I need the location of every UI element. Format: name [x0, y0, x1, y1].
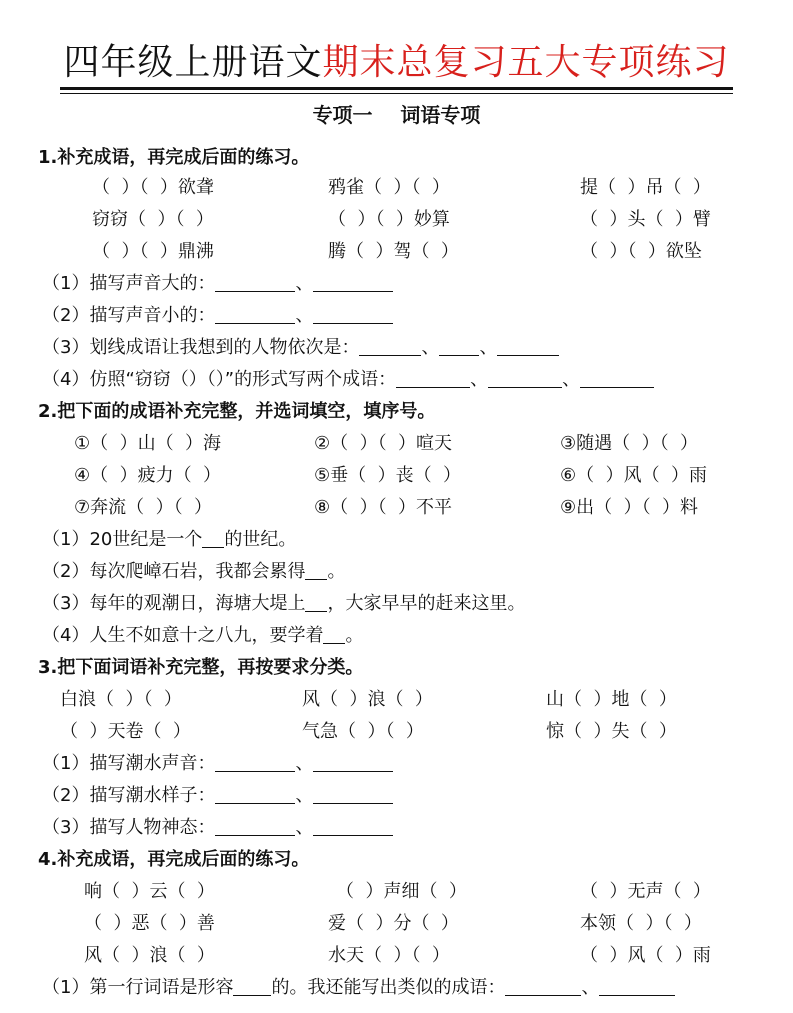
s1-q1-text: （1）描写声音大的：	[42, 273, 216, 294]
s1-idiom-1-2: 鸦雀（ ）（ ）	[328, 177, 450, 198]
answer-blank[interactable]	[313, 273, 393, 292]
s1-idiom-2-3: （ ）头（ ）臂	[580, 209, 711, 230]
answer-blank[interactable]	[215, 785, 295, 804]
s2-idiom-4: ④（ ）疲力（ ）	[74, 465, 222, 486]
s2-idiom-5: ⑤垂（ ）丧（ ）	[314, 465, 462, 486]
answer-blank[interactable]	[359, 337, 421, 356]
s2-idiom-3: ③随遇（ ）（ ）	[560, 433, 699, 454]
s2-q2-text-b: 。	[327, 561, 346, 582]
separator: 、	[581, 977, 600, 998]
s4-q1-text-a: （1）第一行词语是形容	[42, 977, 234, 998]
s2-q2-text-a: （2）每次爬嶂石岩，我都会累得	[42, 561, 306, 582]
answer-blank[interactable]	[313, 785, 393, 804]
s1-idiom-2-1: 窃窃（ ）（ ）	[92, 209, 214, 230]
s2-question-3	[42, 591, 525, 617]
answer-blank[interactable]	[215, 273, 295, 292]
s2-idiom-8: ⑧（ ）（ ）不平	[314, 497, 453, 518]
s3-word-1-1: 白浪（ ）（ ）	[60, 689, 182, 710]
title-black-part: 四年级上册语文	[63, 42, 323, 83]
answer-blank[interactable]	[505, 977, 581, 996]
separator: 、	[295, 785, 314, 806]
answer-blank[interactable]	[215, 305, 295, 324]
answer-blank[interactable]	[305, 593, 327, 612]
s4-question-1	[42, 975, 675, 1001]
s3-word-1-3: 山（ ）地（ ）	[546, 689, 677, 710]
s1-idiom-3-1: （ ）（ ）鼎沸	[92, 241, 214, 262]
separator: 、	[470, 369, 489, 390]
s4-idiom-3-1: 风（ ）浪（ ）	[84, 945, 215, 966]
answer-blank[interactable]	[580, 369, 654, 388]
s3-question-2	[42, 783, 393, 809]
s4-idiom-1-1: 响（ ）云（ ）	[84, 881, 215, 902]
title-rule-thick	[60, 87, 733, 90]
s1-q2-text: （2）描写声音小的：	[42, 305, 216, 326]
s3-q2-text: （2）描写潮水样子：	[42, 785, 216, 806]
answer-blank[interactable]	[215, 817, 295, 836]
s3-question-1	[42, 751, 393, 777]
s2-q3-text-b: ，大家早早的赶来这里。	[327, 593, 526, 614]
s1-idiom-3-2: 腾（ ）驾（ ）	[328, 241, 459, 262]
s4-idiom-3-3: （ ）风（ ）雨	[580, 945, 711, 966]
separator: 、	[479, 337, 498, 358]
separator: 、	[295, 305, 314, 326]
s4-idiom-2-1: （ ）恶（ ）善	[84, 913, 215, 934]
s2-question-1	[42, 527, 296, 553]
s2-question-4	[42, 623, 363, 649]
separator: 、	[295, 753, 314, 774]
answer-blank[interactable]	[439, 337, 479, 356]
s1-question-3	[42, 335, 559, 361]
answer-blank[interactable]	[396, 369, 470, 388]
s2-q4-text-b: 。	[345, 625, 364, 646]
s4-idiom-2-3: 本领（ ）（ ）	[580, 913, 702, 934]
section1-heading: 1.补充成语，再完成后面的练习。	[38, 147, 310, 168]
answer-blank[interactable]	[599, 977, 675, 996]
answer-blank[interactable]	[202, 529, 224, 548]
s3-word-2-3: 惊（ ）失（ ）	[546, 721, 677, 742]
answer-blank[interactable]	[497, 337, 559, 356]
s1-q4-text: （4）仿照“窃窃（）（）”的形式写两个成语：	[42, 369, 397, 390]
document-title	[0, 38, 793, 88]
s1-idiom-1-1: （ ）（ ）欲聋	[92, 177, 214, 198]
s2-idiom-1: ①（ ）山（ ）海	[74, 433, 222, 454]
separator: 、	[295, 817, 314, 838]
s3-word-2-2: 气急（ ）（ ）	[302, 721, 424, 742]
answer-blank[interactable]	[215, 753, 295, 772]
s4-idiom-3-2: 水天（ ）（ ）	[328, 945, 450, 966]
s1-idiom-1-3: 提（ ）吊（ ）	[580, 177, 711, 198]
s4-idiom-1-2: （ ）声细（ ）	[336, 881, 467, 902]
s1-question-4	[42, 367, 654, 393]
section4-heading: 4.补充成语，再完成后面的练习。	[38, 849, 310, 870]
answer-blank[interactable]	[313, 305, 393, 324]
answer-blank[interactable]	[313, 817, 393, 836]
answer-blank[interactable]	[313, 753, 393, 772]
s3-q3-text: （3）描写人物神态：	[42, 817, 216, 838]
s1-q3-text: （3）划线成语让我想到的人物依次是：	[42, 337, 360, 358]
s3-word-2-1: （ ）天卷（ ）	[60, 721, 191, 742]
s3-q1-text: （1）描写潮水声音：	[42, 753, 216, 774]
s1-question-1	[42, 271, 393, 297]
s1-idiom-3-3: （ ）（ ）欲坠	[580, 241, 702, 262]
answer-blank[interactable]	[488, 369, 562, 388]
s2-q1-text-b: 的世纪。	[224, 529, 297, 550]
answer-blank[interactable]	[233, 977, 271, 996]
s2-q1-text-a: （1）20世纪是一个	[42, 529, 203, 550]
s4-idiom-1-3: （ ）无声（ ）	[580, 881, 711, 902]
separator: 、	[562, 369, 581, 390]
separator: 、	[421, 337, 440, 358]
s4-idiom-2-2: 爱（ ）分（ ）	[328, 913, 459, 934]
s4-q1-text-b: 的。我还能写出类似的成语：	[271, 977, 506, 998]
s1-question-2	[42, 303, 393, 329]
section3-heading: 3.把下面词语补充完整，再按要求分类。	[38, 657, 364, 678]
separator: 、	[295, 273, 314, 294]
answer-blank[interactable]	[323, 625, 345, 644]
title-rule-thin	[60, 93, 733, 94]
s2-idiom-6: ⑥（ ）风（ ）雨	[560, 465, 708, 486]
s2-idiom-9: ⑨出（ ）（ ）料	[560, 497, 699, 518]
s2-q3-text-a: （3）每年的观潮日，海塘大堤上	[42, 593, 306, 614]
s3-word-1-2: 风（ ）浪（ ）	[302, 689, 433, 710]
section2-heading: 2.把下面的成语补充完整，并选词填空，填序号。	[38, 401, 436, 422]
title-red-part: 期末总复习五大专项练习	[322, 42, 730, 83]
s2-idiom-2: ②（ ）（ ）喧天	[314, 433, 453, 454]
s3-question-3	[42, 815, 393, 841]
s2-question-2	[42, 559, 345, 585]
s1-idiom-2-2: （ ）（ ）妙算	[328, 209, 450, 230]
s2-q4-text-a: （4）人生不如意十之八九，要学着	[42, 625, 324, 646]
answer-blank[interactable]	[305, 561, 327, 580]
section-subtitle: 专项一 词语专项	[312, 103, 481, 127]
s2-idiom-7: ⑦奔流（ ）（ ）	[74, 497, 213, 518]
